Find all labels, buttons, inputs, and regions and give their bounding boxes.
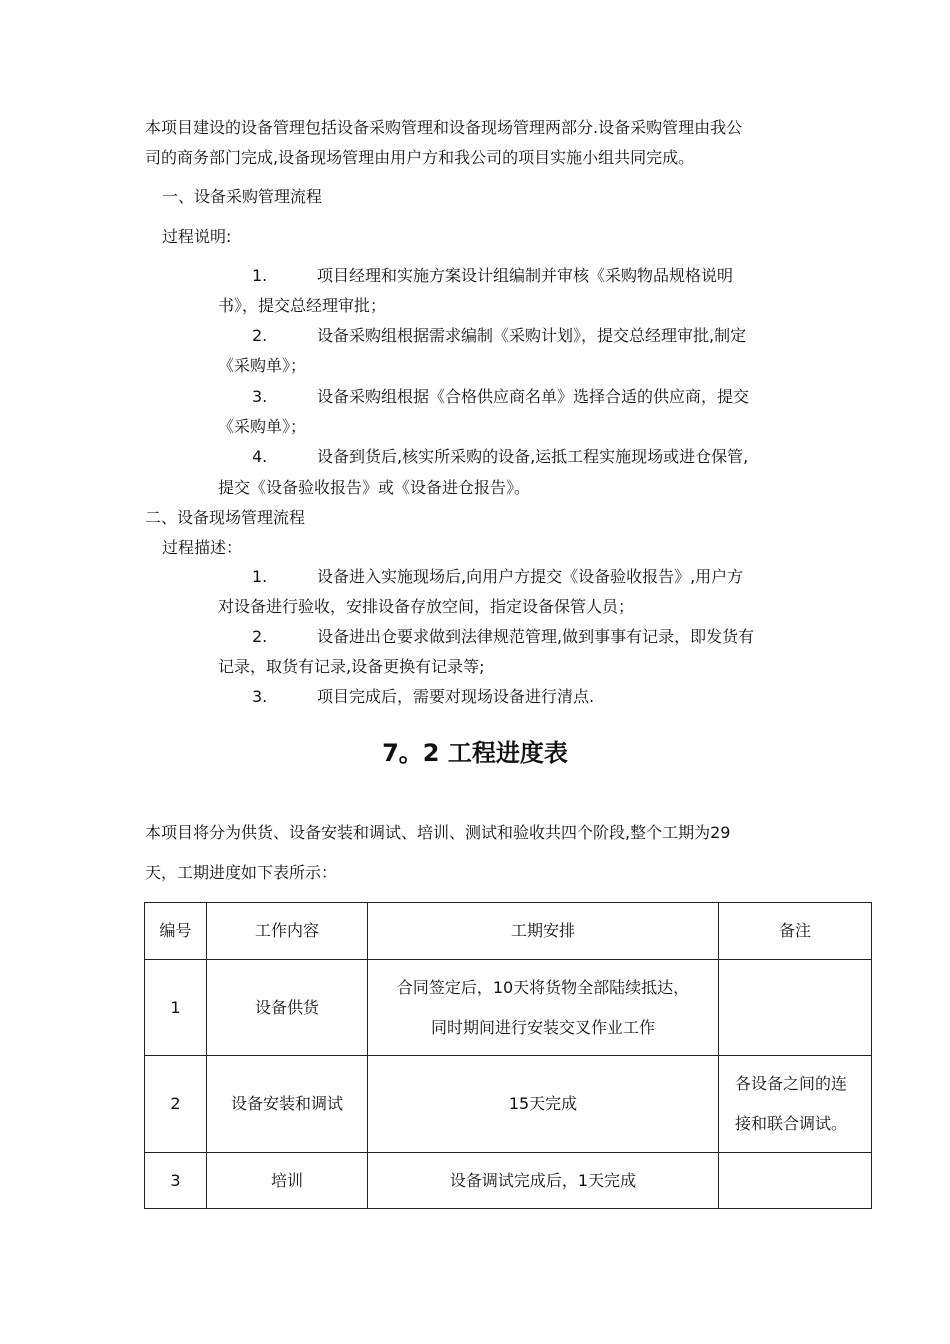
schedule-intro-line-2: 天，工期进度如下表所示： [145,863,338,882]
table-row [145,1056,872,1153]
cell-note-line-2: 接和联合调试。 [735,1114,848,1133]
section1-item-3-line-1: 设备采购组根据《合格供应商名单》选择合适的供应商，提交 [317,387,750,406]
intro-line-1: 本项目建设的设备管理包括设备采购管理和设备现场管理两部分.设备采购管理由我公 [145,118,743,137]
section2-item-3-line-1: 项目完成后，需要对现场设备进行清点. [317,687,595,706]
section1-subtitle: 过程说明: [162,227,232,246]
section2-item-2-line-1: 设备进出仓要求做到法律规范管理,做到事事有记录，即发货有 [317,627,755,646]
cell-content: 设备供货 [207,960,368,1056]
section1-item-4-number: 4. [252,447,268,466]
intro-line-2: 司的商务部门完成,设备现场管理由用户方和我公司的项目实施小组共同完成。 [145,148,695,167]
header-content: 工作内容 [207,903,368,960]
cell-note [719,1153,872,1209]
schedule-table [144,902,872,1209]
section2-item-3-number: 3. [252,687,268,706]
section1-title: 一、设备采购管理流程 [162,187,323,206]
section1-item-1-line-2: 书》，提交总经理审批； [218,296,387,315]
section1-item-4-line-2: 提交《设备验收报告》或《设备进仓报告》。 [218,478,531,497]
table-row [145,960,872,1056]
cell-plan-line-2: 同时期间进行安装交叉作业工作 [430,1017,655,1037]
cell-number: 1 [145,960,207,1056]
cell-note [719,1056,872,1153]
section1-item-1-number: 1. [252,266,268,285]
header-number: 编号 [145,903,207,960]
header-plan: 工期安排 [368,903,719,960]
section2-item-2-number: 2. [252,627,268,646]
table-row [145,1153,872,1209]
section1-item-2-line-2: 《采购单》； [218,356,307,375]
table-header-row [145,903,872,960]
section1-item-3-line-2: 《采购单》； [218,417,307,436]
cell-number: 3 [145,1153,207,1209]
cell-number: 2 [145,1056,207,1153]
cell-note [719,960,872,1056]
section1-item-1-line-1: 项目经理和实施方案设计组编制并审核《采购物品规格说明 [317,266,734,285]
section1-item-2-number: 2. [252,326,268,345]
schedule-heading: 7。2 工程进度表 [382,739,568,767]
cell-plan: 15天完成 [368,1056,719,1153]
header-note: 备注 [719,903,872,960]
section2-item-1-line-2: 对设备进行验收，安排设备存放空间，指定设备保管人员； [218,597,635,616]
cell-plan [368,960,719,1056]
section2-item-1-number: 1. [252,567,268,586]
section2-item-2-line-2: 记录，取货有记录,设备更换有记录等; [218,657,485,676]
cell-plan-line-1: 合同签定后，10天将货物全部陆续抵达， [396,977,690,997]
cell-content: 培训 [207,1153,368,1209]
cell-content: 设备安装和调试 [207,1056,368,1153]
schedule-intro-line-1: 本项目将分为供货、设备安装和调试、培训、测试和验收共四个阶段,整个工期为29 [145,823,731,842]
cell-note-line-1: 各设备之间的连 [735,1074,848,1093]
cell-plan: 设备调试完成后，1天完成 [368,1153,719,1209]
section2-title: 二、设备现场管理流程 [145,508,306,527]
section2-item-1-line-1: 设备进入实施现场后,向用户方提交《设备验收报告》,用户方 [317,567,744,586]
section2-subtitle: 过程描述： [162,538,243,557]
section1-item-3-number: 3. [252,387,268,406]
section1-item-2-line-1: 设备采购组根据需求编制《采购计划》，提交总经理审批,制定 [317,326,747,345]
section1-item-4-line-1: 设备到货后,核实所采购的设备,运抵工程实施现场或进仓保管, [317,447,749,466]
